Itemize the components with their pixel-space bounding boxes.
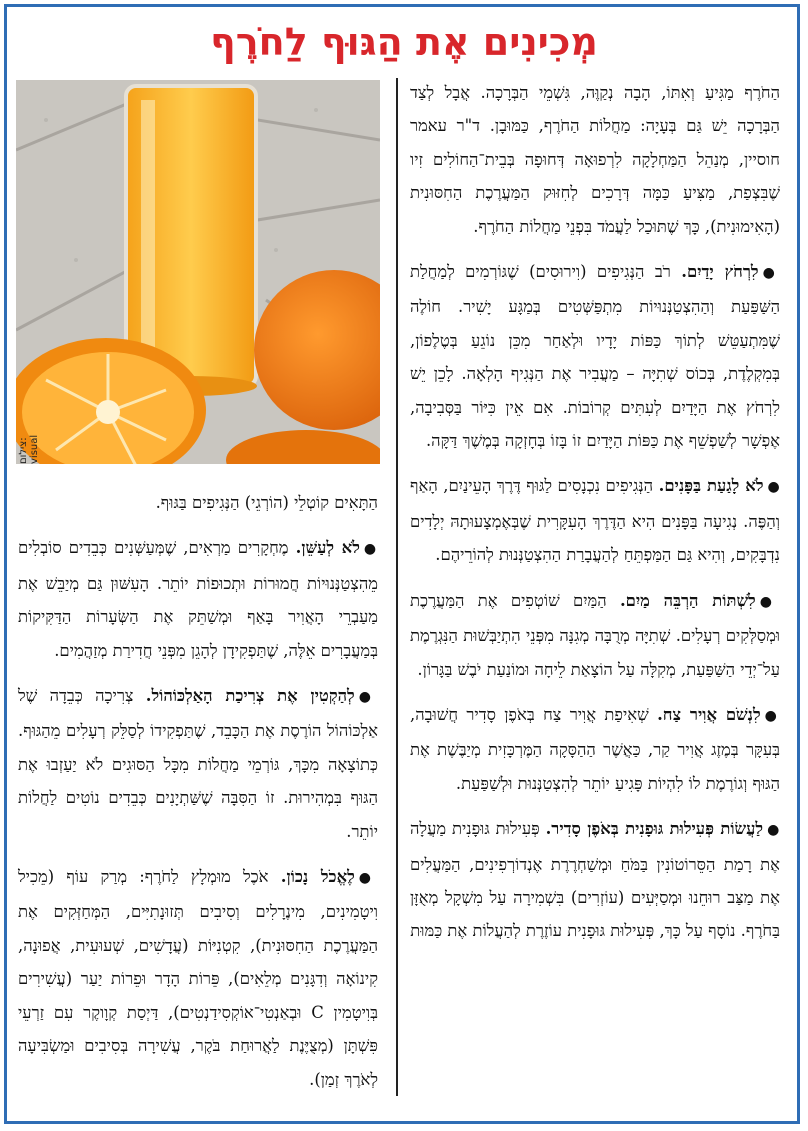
section-heading: לֹא לְעַשֵּׁן. bbox=[295, 538, 360, 558]
intro-paragraph: הַחֹרֶף מַגִּיעַ וְאִתּוֹ, הָבָה נְקַוֶּה, גִּשְׁמֵי הַבְּרָכָה. אֲבָל לְצַד הַבְּרָכָה יֵשׁ גַּם בְּעָיָה: מַחֲלוֹת הַחֹרֶף, כַּמּוּבָן. ד"ר עאמר חוסיין, מְנַהֵל הַמַּחְלָקָה לִרְפוּאָה דְּחוּפָה בְּבֵית־הַחוֹלִים זִיו שֶׁבִּצְפַת, מַצִּיעַ כַּמָּה דְּרָכִים לְחִזּוּק הַמַּעֲרֶכֶת הַחִסּוּנִית (הָאִימוּנִית), כָּךְ שֶׁתּוּכַל לַעֲמֹד בִּפְנֵי מַחֲלוֹת הַחֹרֶף. bbox=[410, 83, 780, 236]
bullet-icon: ● bbox=[759, 593, 781, 610]
section-paragraph bbox=[18, 679, 378, 848]
section-paragraph bbox=[410, 698, 780, 800]
bullet-icon: ● bbox=[363, 541, 378, 558]
section-heading: לַעֲשׂוֹת פְּעִילוּת גּוּפָנִית בְּאֹפֶן סָדִיר. bbox=[545, 819, 764, 839]
section-text: אֹכֶל מוּמְלָץ לַחֹרֶף: מְרַק עוֹף (מֵכִיל וִיטָמִינִים, מִינֶרָלִים וְסִיבִים תְּזוּנָתִיִּים, הַמְּחַזְּקִים אֶת הַמַּעֲרֶכֶת הַחִסּוּנִית), קִטְנִיּוֹת (עֲדָשִׁים, שְׁעוּעִית, אֲפוּנָה, קִינוֹאָה וְדִגָּנִים מְלֵאִים), פֵּרוֹת הָדָר וּפֵרוֹת יַעַר (עֲשִׁירִים בְּוִיטָמִין C וּבְאַנְטִי־אוֹקְסִידַנְטִים), דַּיְסַת קְוָוקֶר עִם זַרְעֵי פִּשְׁתָּן (מְצֻיֶּנֶת לַאֲרוּחַת בֹּקֶר, עֲשִׁירָה בְּסִיבִים וּמַשְׂבִּיעָה לְאֹרֶךְ זְמַן). bbox=[18, 867, 378, 1089]
section-heading: לֶאֱכֹל נָכוֹן. bbox=[280, 867, 355, 887]
section-text: פְּעִילוּת גּוּפָנִית מַעֲלָה אֶת רָמַת הַסֵּרוֹטוֹנִין בַּמֹּחַ וּמְשַׁחְרֶרֶת אֶנְדוֹרְפִינִים, הַמַּעֲלִים אֶת מַצַּב רוּחֵנוּ וּמְסַיְּעִים (עוֹזְרִים) בִּשְׁמִירָה עַל מִשְׁקָל מְאֻזָּן בַּחֹרֶף. נוֹסָף עַל כָּךְ, פְּעִילוּת גּוּפָנִית עוֹזֶרֶת לְהַעֲלוֹת אֶת כַּמּוּת bbox=[410, 819, 780, 941]
bullet-icon: ● bbox=[358, 870, 378, 887]
bullet-icon: ● bbox=[358, 689, 378, 706]
orange-juice-illustration bbox=[16, 80, 380, 464]
section-text: צְרִיכָה כְּבֵדָה שֶׁל אַלְכּוֹהוֹל הוֹרֶסֶת אֶת הַכָּבֵד, שֶׁתַּפְקִידוֹ לְסַלֵּק רְעָלִים מֵהַגּוּף. כְּתוֹצָאָה מִכָּךְ, גּוֹרְמֵי מַחֲלוֹת מִכָּל הַסּוּגִים לֹא יַעַזְבוּ אֶת הַגּוּף בִּמְהִירוּת. זוֹ הַסִּבָּה שֶׁשַּׁתְיָנִים כְּבֵדִים נוֹטִים לַחֲלוֹת יוֹתֵר. bbox=[18, 686, 378, 841]
photo-credit: צילום: visual bbox=[18, 434, 40, 464]
section-paragraph bbox=[410, 255, 780, 457]
bullet-icon: ● bbox=[767, 479, 780, 496]
section-paragraph bbox=[410, 469, 780, 571]
section-heading: לֹא לָגַעַת בַּפָּנִים. bbox=[658, 476, 764, 496]
bullet-icon: ● bbox=[767, 822, 780, 839]
column-divider bbox=[396, 78, 398, 1096]
section-paragraph bbox=[410, 812, 780, 948]
bullet-icon: ● bbox=[764, 707, 780, 724]
section-paragraph bbox=[18, 860, 378, 1096]
section-heading: לִנְשֹׁם אֲוִיר צַח. bbox=[657, 704, 761, 724]
section-text: הַנְּגִיפִים נִכְנָסִים לַגּוּף דֶּרֶךְ הָעֵינַיִם, הָאַף וְהַפֶּה. נְגִיעָה בַּפָּנִים הִיא הַדֶּרֶךְ הָעִקָּרִית שֶׁבְּאֶמְצָעוּתָהּ יְלָדִים נִדְבָּקִים, וְהִיא גַּם הַמַּפְתֵּחַ לְהַעֲבָרַת הַהִצְטַנְּנוּת לְהוֹרֵיהֶם. bbox=[410, 476, 780, 565]
left-column bbox=[18, 486, 378, 1108]
bullet-icon: ● bbox=[762, 265, 781, 282]
article-title: מְכִינִים אֶת הַגּוּף לַחֹרֶף bbox=[210, 20, 598, 64]
section-text: מֶחְקָרִים מַרְאִים, שֶׁמְּעַשְּׁנִים כְּבֵדִים סוֹבְלִים מֵהִצְטַנְּנוּיוֹת חֲמוּרוֹת וּתְכוּפוֹת יוֹתֵר. הָעִשּׁוּן גַּם מְיַבֵּשׁ אֶת מַעַבְרֵי הָאֲוִיר בָּאַף וּמְשַׁתֵּק אֶת הַשְּׂעָרוֹת הַדַּקִּיקוֹת בְּמַעֲבָרִים אֵלֶּה, שֶׁתַּפְקִידָן לְהָגֵן מִפְּנֵי חֲדִירַת מְזַהֲמִים. bbox=[18, 538, 378, 660]
section-heading: לִשְׁתּוֹת הַרְבֵּה מַיִם. bbox=[619, 590, 756, 610]
section-paragraph bbox=[410, 584, 780, 686]
section-text: הַמַּיִם שׁוֹטְפִים אֶת הַמַּעֲרֶכֶת וּמְסַלְּקִים רְעָלִים. שְׁתִיָּה מְרֻבָּה מְגִנָּה מִפְּנֵי הִתְיַבְּשׁוּת הַנִּגְרֶמֶת עַל־יְדֵי הַשַּׁפַּעַת, מְקִלָּה עַל הוֹצָאַת לֵיחָה וּמוֹנַעַת יֹבֶשׁ בַּגָּרוֹן. bbox=[410, 590, 780, 679]
section-heading: לִרְחֹץ יָדַיִם. bbox=[681, 262, 759, 282]
section-heading: לְהַקְטִין אֶת צְרִיכַת הָאַלְכּוֹהוֹל. bbox=[145, 686, 355, 706]
section-text: שְׁאִיפַת אֲוִיר צַח בְּאֹפֶן סָדִיר חֲשׁוּבָה, בְּעִקָּר בְּמֶזֶג אֲוִיר קַר, כַּאֲשֶׁר הַהַסָּקָה הַמֶּרְכָּזִית מְיַבֶּשֶׁת אֶת הַגּוּף וְגוֹרֶמֶת לוֹ לִהְיוֹת פָּגִיעַ יוֹתֵר לְהִצְטַנְּנוּת וּלְשַׁפַּעַת. bbox=[410, 704, 780, 793]
orange-juice-photo bbox=[16, 80, 380, 464]
continued-paragraph: הַתָּאִים קוֹטְלֵי (הוֹרְגֵי) הַנְּגִיפִים בַּגּוּף. bbox=[155, 493, 378, 512]
section-text: רֹב הַנְּגִיפִים (וִירוּסִים) שֶׁגּוֹרְמִים לְמַחֲלַת הַשַּׁפַּעַת וְהַהִצְטַנְּנוּיוֹת מִתְפַּשְּׁטִים בְּמַגָּע יָשִׁיר. חוֹלֶה שֶׁמִּתְעַטֵּשׁ לְתוֹךְ כַּפּוֹת יָדָיו וּלְאַחַר מִכֵּן נוֹגֵעַ בְּטֶלֶפוֹן, בְּמִקְלֶדֶת, בְּכוֹס שְׁתִיָּה – מַעֲבִיר אֶת הַנְּגִיף הָלְאָה. לָכֵן יֵשׁ לִרְחֹץ אֶת הַיָּדַיִם לְעִתִּים קְרוֹבוֹת. אִם אֵין כִּיּוֹר בַּסְּבִיבָה, אֶפְשָׁר לְשַׁפְשֵׁף אֶת כַּפּוֹת הַיָּדַיִם זוֹ בָּזוֹ בְּחָזְקָה בְּמֶשֶׁךְ דַּקָּה. bbox=[410, 262, 780, 451]
right-column bbox=[410, 76, 780, 960]
section-paragraph bbox=[18, 531, 378, 667]
